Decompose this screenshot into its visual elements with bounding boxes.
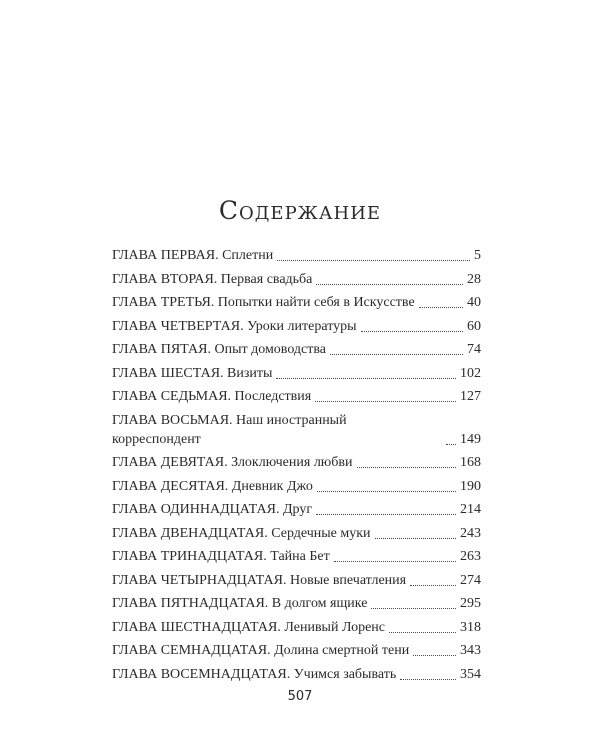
toc-chapter-name: Опыт домоводства — [214, 342, 327, 357]
toc-entry — [112, 665, 481, 684]
toc-chapter-label: ГЛАВА ЧЕТВЕРТАЯ. — [112, 318, 244, 334]
toc-entry — [112, 641, 481, 660]
toc-chapter-label: ГЛАВА СЕДЬМАЯ. — [112, 389, 232, 404]
dot-leader — [361, 331, 463, 332]
toc-entry-title — [112, 571, 406, 590]
toc-page-number: 263 — [460, 549, 481, 564]
toc-entry — [112, 524, 481, 543]
toc-entry — [112, 246, 481, 265]
toc-chapter-name: Тайна Бет — [270, 549, 330, 564]
toc-entry — [112, 477, 481, 496]
toc-chapter-label: ГЛАВА ДЕСЯТАЯ. — [112, 478, 229, 494]
toc-entry — [112, 317, 481, 336]
toc-chapter-label: ГЛАВА СЕМНАДЦАТАЯ. — [112, 643, 271, 658]
toc-entry-title — [112, 387, 311, 406]
dot-leader — [375, 538, 456, 539]
toc-chapter-label: ГЛАВА ЧЕТЫРНАДЦАТАЯ. — [112, 572, 287, 588]
toc-chapter-label: ГЛАВА ПЯТАЯ. — [112, 342, 211, 357]
toc-entry — [112, 270, 481, 289]
toc-page-number: 190 — [460, 478, 481, 494]
toc-entry — [112, 594, 481, 613]
toc-chapter-label: ГЛАВА ВОСЬМАЯ. — [112, 412, 233, 428]
toc-chapter-name: Уроки литературы — [247, 318, 357, 334]
toc-entry-title — [112, 641, 409, 660]
toc-page-number: 149 — [460, 431, 481, 447]
dot-leader — [276, 378, 456, 379]
toc-entry — [112, 618, 481, 637]
toc-entry — [112, 340, 481, 359]
toc-page-number: 295 — [460, 596, 481, 611]
dot-leader — [446, 444, 456, 445]
toc-page-number: 168 — [460, 455, 481, 470]
toc-entry — [112, 500, 481, 519]
toc-entry-title — [112, 317, 357, 336]
toc-title: Содержание — [218, 196, 382, 225]
toc-entry-title — [112, 524, 371, 543]
toc-chapter-label: ГЛАВА ОДИННАДЦАТАЯ. — [112, 502, 280, 517]
toc-chapter-name: Сплетни — [222, 248, 274, 263]
dot-leader — [316, 284, 463, 285]
toc-page-number: 5 — [474, 248, 481, 263]
toc-chapter-name: Последствия — [234, 389, 312, 404]
toc-chapter-name: Первая свадьба — [220, 271, 313, 287]
table-of-contents — [112, 246, 481, 688]
toc-page-number: 74 — [467, 342, 481, 357]
toc-chapter-name: Сердечные муки — [271, 525, 371, 541]
toc-chapter-name: Друг — [282, 502, 313, 517]
dot-leader — [413, 655, 456, 656]
toc-page-number: 243 — [460, 525, 481, 541]
toc-page-number: 28 — [467, 271, 481, 287]
toc-entry — [112, 453, 481, 472]
toc-chapter-label: ГЛАВА ШЕСТНАДЦАТАЯ. — [112, 619, 281, 635]
toc-chapter-name: Злоключения любви — [231, 455, 353, 470]
toc-entry-title — [112, 293, 415, 312]
toc-entry-title — [112, 665, 396, 684]
toc-chapter-label: ГЛАВА ДЕВЯТАЯ. — [112, 455, 228, 470]
toc-chapter-name: Долина смертной тени — [274, 643, 410, 658]
toc-entry-title — [112, 618, 385, 637]
toc-chapter-label: ГЛАВА ТРЕТЬЯ. — [112, 295, 215, 310]
toc-page-number: 343 — [460, 643, 481, 658]
toc-page-number: 214 — [460, 502, 481, 517]
dot-leader — [277, 260, 470, 261]
toc-entry-title — [112, 411, 442, 430]
toc-entry-title — [112, 453, 353, 472]
dot-leader — [389, 632, 456, 633]
toc-chapter-label: ГЛАВА ПЕРВАЯ. — [112, 248, 219, 263]
toc-entry-title — [112, 340, 326, 359]
toc-page-number: 102 — [460, 365, 481, 381]
dot-leader — [334, 561, 456, 562]
toc-page-number: 60 — [467, 318, 481, 334]
toc-chapter-name: Учимся забывать — [293, 666, 397, 682]
toc-entry — [112, 571, 481, 590]
toc-entry-title — [112, 477, 313, 496]
toc-page-number: 127 — [460, 389, 481, 404]
toc-entry-title — [112, 500, 312, 519]
dot-leader — [371, 608, 456, 609]
toc-entry — [112, 387, 481, 406]
toc-entry-title — [112, 270, 312, 289]
toc-entry-title — [112, 594, 367, 613]
dot-leader — [357, 467, 457, 468]
toc-entry-title — [112, 246, 273, 265]
dot-leader — [410, 585, 456, 586]
toc-entry — [112, 547, 481, 566]
toc-entry — [112, 411, 481, 449]
toc-chapter-label: ГЛАВА ПЯТНАДЦАТАЯ. — [112, 596, 269, 611]
dot-leader — [316, 514, 456, 515]
toc-page-number: 318 — [460, 619, 481, 635]
toc-entry-title — [112, 547, 330, 566]
dot-leader — [315, 401, 456, 402]
toc-page-number: 40 — [467, 295, 481, 310]
dot-leader — [317, 491, 456, 492]
page-number: 507 — [287, 689, 313, 704]
toc-chapter-label: ГЛАВА ШЕСТАЯ. — [112, 365, 224, 381]
toc-chapter-name: Дневник Джо — [231, 478, 313, 494]
toc-chapter-name: Ленивый Лоренс — [284, 619, 386, 635]
toc-chapter-name: Новые впечатления — [289, 572, 407, 588]
toc-chapter-name: Визиты — [227, 365, 273, 381]
toc-chapter-label: ГЛАВА ТРИНАДЦАТАЯ. — [112, 549, 267, 564]
dot-leader — [419, 307, 463, 308]
toc-page-number: 274 — [460, 572, 481, 588]
dot-leader — [330, 354, 463, 355]
toc-chapter-label: ГЛАВА ДВЕНАДЦАТАЯ. — [112, 525, 268, 541]
toc-page-number: 354 — [460, 666, 481, 682]
toc-chapter-name-continued: корреспондент — [112, 431, 201, 447]
toc-entry-title — [112, 364, 272, 383]
toc-chapter-name: Наш иностранный — [236, 412, 347, 428]
toc-chapter-label: ГЛАВА ВОСЕМНАДЦАТАЯ. — [112, 666, 291, 682]
toc-chapter-name: Попытки найти себя в Искусстве — [217, 295, 415, 310]
dot-leader — [400, 679, 456, 680]
toc-entry — [112, 293, 481, 312]
toc-chapter-label: ГЛАВА ВТОРАЯ. — [112, 271, 218, 287]
toc-chapter-name: В долгом ящике — [271, 596, 368, 611]
toc-entry — [112, 364, 481, 383]
